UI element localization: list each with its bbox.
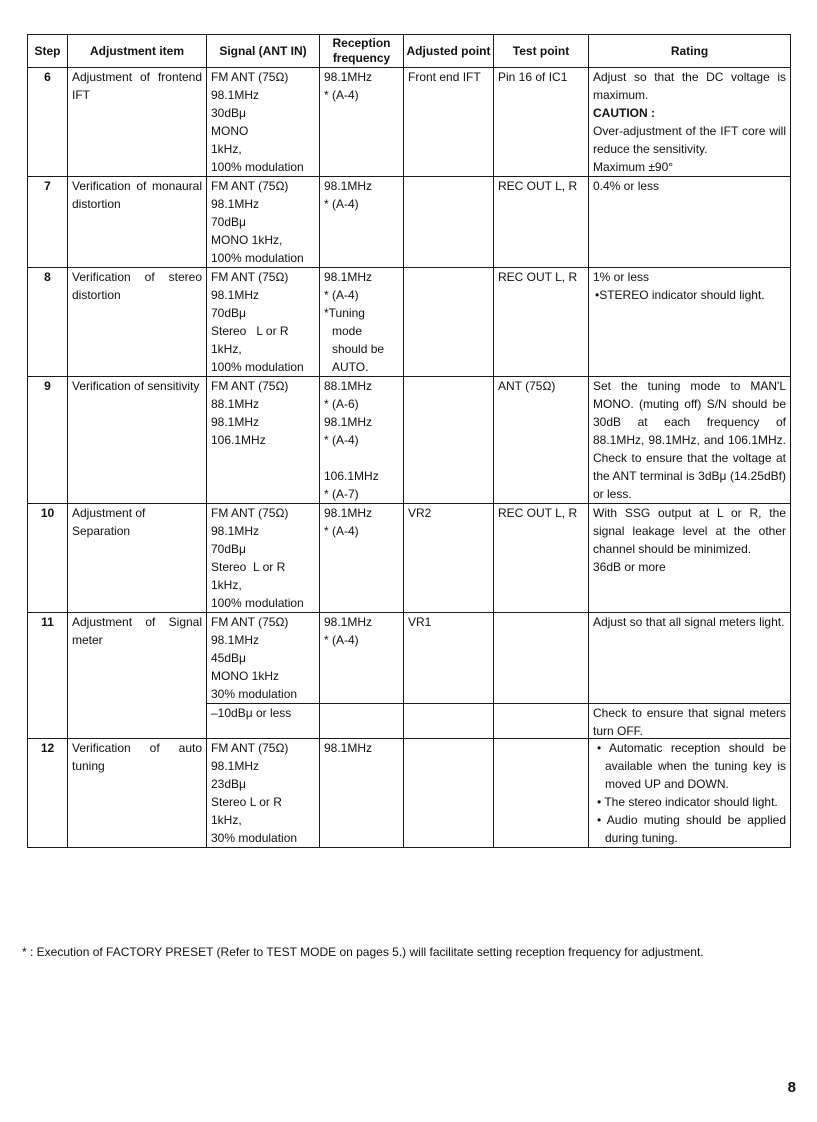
frequency-line: * (A-6) [324, 397, 359, 411]
step-number: 11 [28, 613, 68, 739]
signal-line: 106.1MHz [211, 433, 266, 447]
frequency-line: * (A-4) [324, 88, 359, 102]
signal-line: 88.1MHz [211, 397, 260, 411]
step-number: 7 [28, 177, 68, 268]
rating-list-item: • Automatic reception should be available when the tuning key is moved UP and DOWN. [597, 741, 786, 791]
frequency-line: 106.1MHz [324, 469, 379, 483]
signal-line: 98.1MHz [211, 288, 260, 302]
frequency-cell [320, 177, 404, 268]
header-adjustment-item: Adjustment item [68, 35, 207, 68]
signal-line: 1kHz, [211, 342, 242, 356]
frequency-cell [320, 377, 404, 504]
signal-line: 45dBμ [211, 651, 246, 665]
signal-cell [207, 268, 320, 377]
rating-cell: Set the tuning mode to MAN'L MONO. (muting off) S/N should be 30dB at each frequency of 88.1MHz, 98.1MHz, and 106.1MHz. Check to ensure that the voltage at the ANT terminal is 3dBμ (14.25dBf) or less. [589, 377, 791, 504]
test-point [494, 739, 589, 848]
frequency-note: AUTO. [332, 360, 369, 374]
rating-list-item: • Audio muting should be applied during tuning. [597, 813, 786, 845]
frequency-cell [320, 739, 404, 848]
adjusted-point-value: VR1 [408, 615, 432, 629]
rating-text: Adjust so that the DC voltage is maximum. [593, 70, 786, 102]
signal-line: Stereo L or R [211, 324, 289, 338]
signal-line: 100% modulation [211, 251, 304, 265]
frequency-line: * (A-4) [324, 524, 359, 538]
rating-text: Adjust so that all signal meters light. [593, 615, 785, 629]
rating-cell [589, 504, 791, 613]
rating-text: 1% or less [593, 270, 650, 284]
rating-text: Maximum ±90° [593, 160, 674, 174]
signal-cell [207, 68, 320, 177]
adjustment-table [27, 34, 791, 848]
adjustment-table-wrapper [27, 34, 790, 848]
adjustment-item: Verification of sensitivity [68, 377, 207, 504]
step-number: 9 [28, 377, 68, 504]
signal-cell [207, 613, 320, 739]
spacer [324, 449, 399, 467]
signal-line: FM ANT (75Ω) [211, 379, 289, 393]
signal-line: 100% modulation [211, 596, 304, 610]
adjusted-point: Front end IFT [404, 68, 494, 177]
rating-cell [589, 613, 791, 739]
signal-line: FM ANT (75Ω) [211, 615, 289, 629]
rating-cell [589, 68, 791, 177]
signal-line: 98.1MHz [211, 759, 260, 773]
signal-line: 1kHz, [211, 813, 242, 827]
frequency-line: 98.1MHz [324, 70, 373, 84]
header-test-point: Test point [494, 35, 589, 68]
adjustment-item: Adjustment of frontend IFT [68, 68, 207, 177]
test-point [494, 613, 589, 739]
signal-cell [207, 177, 320, 268]
table-row [28, 377, 791, 504]
frequency-line: * (A-4) [324, 197, 359, 211]
signal-line: 23dBμ [211, 777, 246, 791]
test-point-value [494, 613, 588, 703]
signal-line: 100% modulation [211, 160, 304, 174]
test-point: REC OUT L, R [494, 504, 589, 613]
frequency-note: should be [332, 342, 385, 356]
footnote: * : Execution of FACTORY PRESET (Refer to TEST MODE on pages 5.) will facilitate setting reception frequency for adjustment. [22, 945, 704, 959]
step-number: 8 [28, 268, 68, 377]
test-point: ANT (75Ω) [494, 377, 589, 504]
adjustment-item: Adjustment of Signal meter [68, 613, 207, 739]
signal-line: 98.1MHz [211, 88, 260, 102]
frequency-line: 98.1MHz [324, 415, 373, 429]
step-number: 12 [28, 739, 68, 848]
test-point: Pin 16 of IC1 [494, 68, 589, 177]
signal-line: MONO 1kHz [211, 669, 280, 683]
frequency-line: 98.1MHz [324, 270, 373, 284]
signal-cell [207, 377, 320, 504]
signal-line: 70dBμ [211, 215, 246, 229]
signal-line: FM ANT (75Ω) [211, 741, 289, 755]
frequency-line: * (A-4) [324, 433, 359, 447]
caution-label: CAUTION : [593, 106, 655, 120]
signal-line: MONO 1kHz, [211, 233, 283, 247]
rating-text: With SSG output at L or R, the signal leakage level at the other channel should be minimized. [593, 506, 786, 556]
adjusted-point [404, 377, 494, 504]
rating-text: Check to ensure that signal meters turn OFF. [589, 703, 790, 738]
header-adjusted-point: Adjusted point [404, 35, 494, 68]
frequency-line: * (A-4) [324, 288, 359, 302]
step-number: 6 [28, 68, 68, 177]
frequency-note: mode [332, 324, 363, 338]
frequency-cell [320, 268, 404, 377]
table-row [28, 739, 791, 848]
frequency-note: *Tuning [324, 306, 365, 320]
rating-text: •STEREO indicator should light. [595, 288, 765, 302]
adjustment-item: Adjustment of Separation [68, 504, 207, 613]
rating-list-item: • The stereo indicator should light. [597, 795, 778, 809]
signal-line: FM ANT (75Ω) [211, 179, 289, 193]
signal-line: FM ANT (75Ω) [211, 270, 289, 284]
frequency-line: 98.1MHz [324, 615, 373, 629]
frequency-line: * (A-4) [324, 633, 359, 647]
rating-text: Over-adjustment of the IFT core will reduce the sensitivity. [593, 124, 786, 156]
adjusted-point [404, 177, 494, 268]
table-row [28, 268, 791, 377]
rating-cell: 0.4% or less [589, 177, 791, 268]
signal-line: 70dBμ [211, 306, 246, 320]
signal-line: 30% modulation [211, 687, 298, 701]
signal-line: 30dBμ [211, 106, 246, 120]
frequency-line: 98.1MHz [324, 741, 373, 755]
table-row [28, 177, 791, 268]
signal-line: Stereo L or R [211, 560, 286, 574]
signal-line: 30% modulation [211, 831, 298, 845]
table-row [28, 504, 791, 613]
rating-cell [589, 268, 791, 377]
frequency-line: 98.1MHz [324, 179, 373, 193]
table-header-row [28, 35, 791, 68]
signal-line: 98.1MHz [211, 197, 260, 211]
signal-cell [207, 739, 320, 848]
table-row [28, 68, 791, 177]
header-signal: Signal (ANT IN) [207, 35, 320, 68]
frequency-line: 88.1MHz [324, 379, 373, 393]
signal-line: FM ANT (75Ω) [211, 70, 289, 84]
test-point: REC OUT L, R [494, 268, 589, 377]
signal-line: MONO [211, 124, 249, 138]
adjustment-item: Verification of monaural distortion [68, 177, 207, 268]
signal-line: 1kHz, [211, 142, 242, 156]
signal-cell [207, 504, 320, 613]
signal-line: FM ANT (75Ω) [211, 506, 289, 520]
signal-line: –10dBμ or less [211, 706, 292, 720]
frequency-cell [320, 613, 404, 739]
adjusted-point: VR2 [404, 504, 494, 613]
adjusted-point [404, 739, 494, 848]
signal-line: Stereo L or R [211, 795, 282, 809]
test-point: REC OUT L, R [494, 177, 589, 268]
header-rating: Rating [589, 35, 791, 68]
table-row [28, 613, 791, 739]
adjustment-item: Verification of auto tuning [68, 739, 207, 848]
signal-line: 70dBμ [211, 542, 246, 556]
frequency-line: * (A-7) [324, 487, 359, 501]
page-number: 8 [787, 1079, 796, 1096]
frequency-cell [320, 504, 404, 613]
adjusted-point [404, 268, 494, 377]
signal-line: 98.1MHz [211, 415, 260, 429]
frequency-cell [320, 68, 404, 177]
adjustment-item: Verification of stereo distortion [68, 268, 207, 377]
adjusted-point [404, 613, 494, 739]
step-number: 10 [28, 504, 68, 613]
header-step: Step [28, 35, 68, 68]
signal-line: 98.1MHz [211, 524, 260, 538]
header-reception-frequency: Reception frequency [320, 35, 404, 68]
rating-cell [589, 739, 791, 848]
signal-line: 1kHz, [211, 578, 242, 592]
signal-line: 98.1MHz [211, 633, 260, 647]
signal-line: 100% modulation [211, 360, 304, 374]
frequency-line: 98.1MHz [324, 506, 373, 520]
rating-text: 36dB or more [593, 560, 666, 574]
